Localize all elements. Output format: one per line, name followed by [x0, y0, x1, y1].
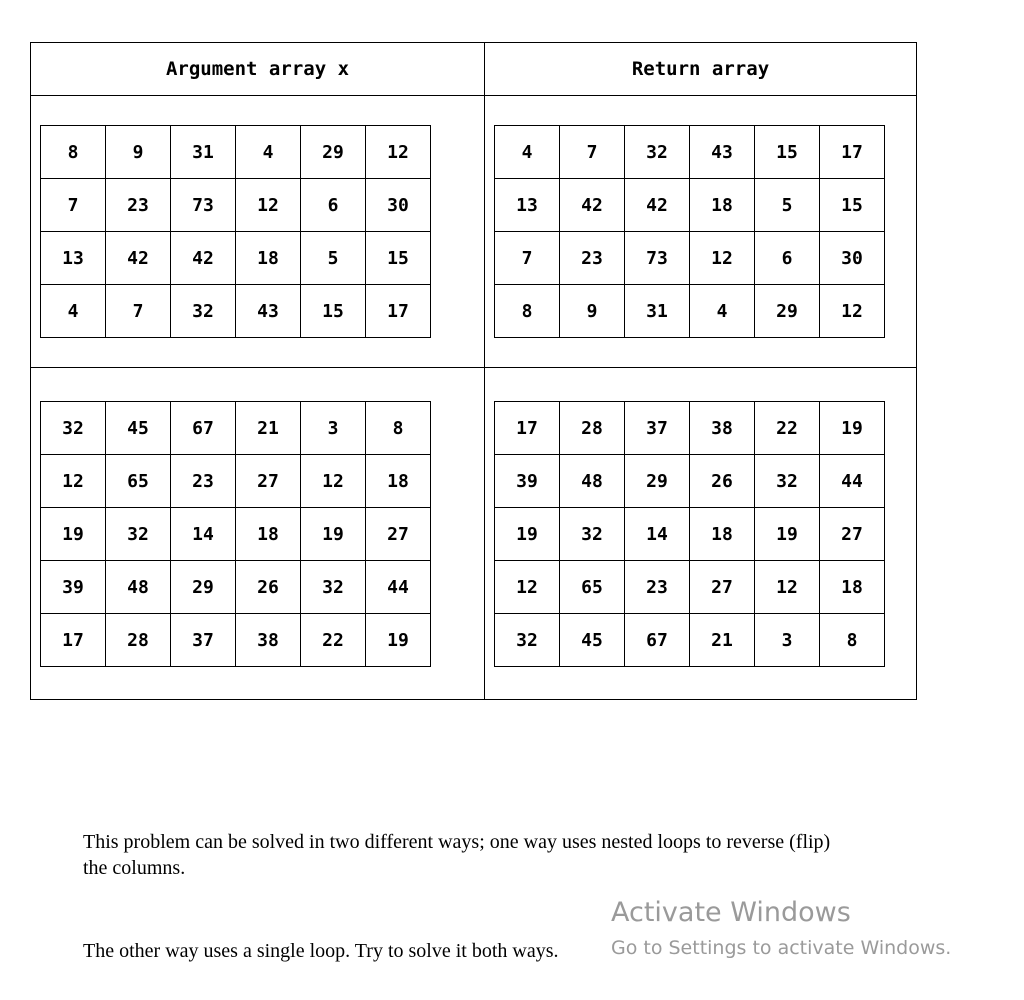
array-cell: 39 — [495, 455, 560, 508]
array-cell: 45 — [560, 614, 625, 667]
array-cell: 26 — [236, 561, 301, 614]
array-cell: 73 — [171, 179, 236, 232]
array-cell: 18 — [236, 232, 301, 285]
array-cell: 23 — [106, 179, 171, 232]
array-cell: 42 — [625, 179, 690, 232]
array-cell: 43 — [690, 126, 755, 179]
return-array-1 — [494, 125, 885, 338]
array-row — [41, 508, 431, 561]
array-cell: 17 — [820, 126, 885, 179]
array-cell: 28 — [106, 614, 171, 667]
array-cell: 8 — [366, 402, 431, 455]
array-cell: 19 — [495, 508, 560, 561]
array-row — [495, 561, 885, 614]
array-cell: 13 — [41, 232, 106, 285]
array-cell: 32 — [495, 614, 560, 667]
header-argument-array: Argument array x — [165, 58, 350, 80]
array-cell: 29 — [171, 561, 236, 614]
array-cell: 29 — [625, 455, 690, 508]
array-cell: 4 — [690, 285, 755, 338]
array-cell: 12 — [820, 285, 885, 338]
array-row — [495, 179, 885, 232]
array-cell: 15 — [301, 285, 366, 338]
array-cell: 30 — [820, 232, 885, 285]
array-cell: 15 — [755, 126, 820, 179]
array-cell: 43 — [236, 285, 301, 338]
array-cell: 26 — [690, 455, 755, 508]
array-row — [495, 285, 885, 338]
array-cell: 67 — [171, 402, 236, 455]
array-cell: 18 — [690, 179, 755, 232]
array-cell: 8 — [820, 614, 885, 667]
array-cell: 7 — [495, 232, 560, 285]
array-cell: 18 — [820, 561, 885, 614]
array-cell: 4 — [41, 285, 106, 338]
array-cell: 42 — [106, 232, 171, 285]
array-cell: 21 — [236, 402, 301, 455]
array-cell: 14 — [625, 508, 690, 561]
array-row — [495, 402, 885, 455]
array-row — [41, 126, 431, 179]
array-cell: 4 — [495, 126, 560, 179]
array-cell: 32 — [171, 285, 236, 338]
array-cell: 32 — [625, 126, 690, 179]
array-cell: 12 — [41, 455, 106, 508]
return-array-2 — [494, 401, 885, 667]
array-cell: 12 — [690, 232, 755, 285]
array-cell: 27 — [690, 561, 755, 614]
instruction-line-1: This problem can be solved in two different ways; one way uses nested loops to reverse (flip) — [83, 831, 831, 853]
array-cell: 17 — [41, 614, 106, 667]
array-cell: 8 — [41, 126, 106, 179]
array-cell: 65 — [106, 455, 171, 508]
array-cell: 27 — [820, 508, 885, 561]
array-cell: 3 — [301, 402, 366, 455]
array-row — [495, 126, 885, 179]
array-row — [41, 285, 431, 338]
examples-table — [30, 42, 917, 700]
array-cell: 32 — [560, 508, 625, 561]
array-cell: 6 — [755, 232, 820, 285]
array-cell: 45 — [106, 402, 171, 455]
array-cell: 15 — [820, 179, 885, 232]
array-row — [495, 508, 885, 561]
array-cell: 17 — [366, 285, 431, 338]
array-cell: 12 — [366, 126, 431, 179]
instruction-paragraph-2: The other way uses a single loop. Try to solve it both ways. — [83, 940, 559, 962]
array-row — [495, 614, 885, 667]
instruction-line-2: the columns. — [83, 857, 186, 879]
array-cell: 14 — [171, 508, 236, 561]
array-cell: 32 — [301, 561, 366, 614]
argument-array-2 — [40, 401, 431, 667]
header-divider — [31, 95, 916, 96]
array-cell: 5 — [301, 232, 366, 285]
array-row — [41, 614, 431, 667]
array-cell: 28 — [560, 402, 625, 455]
array-cell: 38 — [236, 614, 301, 667]
array-cell: 42 — [171, 232, 236, 285]
array-cell: 18 — [690, 508, 755, 561]
array-row — [41, 232, 431, 285]
array-cell: 27 — [236, 455, 301, 508]
example-divider — [31, 367, 916, 368]
header-return-array: Return array — [631, 58, 770, 80]
array-row — [41, 455, 431, 508]
array-cell: 12 — [755, 561, 820, 614]
array-cell: 22 — [301, 614, 366, 667]
array-cell: 30 — [366, 179, 431, 232]
array-cell: 19 — [41, 508, 106, 561]
array-cell: 37 — [171, 614, 236, 667]
array-cell: 73 — [625, 232, 690, 285]
array-cell: 23 — [171, 455, 236, 508]
activate-windows-title: Activate Windows — [611, 897, 851, 928]
array-cell: 32 — [106, 508, 171, 561]
array-cell: 12 — [495, 561, 560, 614]
array-cell: 13 — [495, 179, 560, 232]
activate-windows-subtitle: Go to Settings to activate Windows. — [611, 937, 952, 959]
array-cell: 19 — [301, 508, 366, 561]
array-cell: 8 — [495, 285, 560, 338]
argument-array-1 — [40, 125, 431, 338]
array-cell: 27 — [366, 508, 431, 561]
array-cell: 18 — [236, 508, 301, 561]
array-row — [495, 455, 885, 508]
array-cell: 3 — [755, 614, 820, 667]
array-cell: 21 — [690, 614, 755, 667]
array-row — [41, 561, 431, 614]
array-cell: 32 — [755, 455, 820, 508]
array-cell: 12 — [301, 455, 366, 508]
array-cell: 15 — [366, 232, 431, 285]
array-cell: 6 — [301, 179, 366, 232]
array-cell: 48 — [560, 455, 625, 508]
array-row — [41, 402, 431, 455]
array-cell: 9 — [560, 285, 625, 338]
array-cell: 18 — [366, 455, 431, 508]
array-cell: 44 — [366, 561, 431, 614]
array-row — [495, 232, 885, 285]
array-cell: 42 — [560, 179, 625, 232]
array-row — [41, 179, 431, 232]
array-cell: 23 — [625, 561, 690, 614]
array-cell: 32 — [41, 402, 106, 455]
array-cell: 7 — [106, 285, 171, 338]
array-cell: 19 — [820, 402, 885, 455]
array-cell: 37 — [625, 402, 690, 455]
array-cell: 31 — [625, 285, 690, 338]
array-cell: 38 — [690, 402, 755, 455]
array-cell: 67 — [625, 614, 690, 667]
column-divider — [484, 43, 485, 699]
array-cell: 22 — [755, 402, 820, 455]
array-cell: 4 — [236, 126, 301, 179]
array-cell: 17 — [495, 402, 560, 455]
array-cell: 9 — [106, 126, 171, 179]
array-cell: 19 — [755, 508, 820, 561]
array-cell: 7 — [560, 126, 625, 179]
array-cell: 48 — [106, 561, 171, 614]
array-cell: 19 — [366, 614, 431, 667]
array-cell: 65 — [560, 561, 625, 614]
array-cell: 7 — [41, 179, 106, 232]
array-cell: 39 — [41, 561, 106, 614]
array-cell: 44 — [820, 455, 885, 508]
array-cell: 29 — [301, 126, 366, 179]
instruction-paragraph — [83, 829, 830, 881]
array-cell: 29 — [755, 285, 820, 338]
array-cell: 23 — [560, 232, 625, 285]
array-cell: 31 — [171, 126, 236, 179]
array-cell: 12 — [236, 179, 301, 232]
array-cell: 5 — [755, 179, 820, 232]
